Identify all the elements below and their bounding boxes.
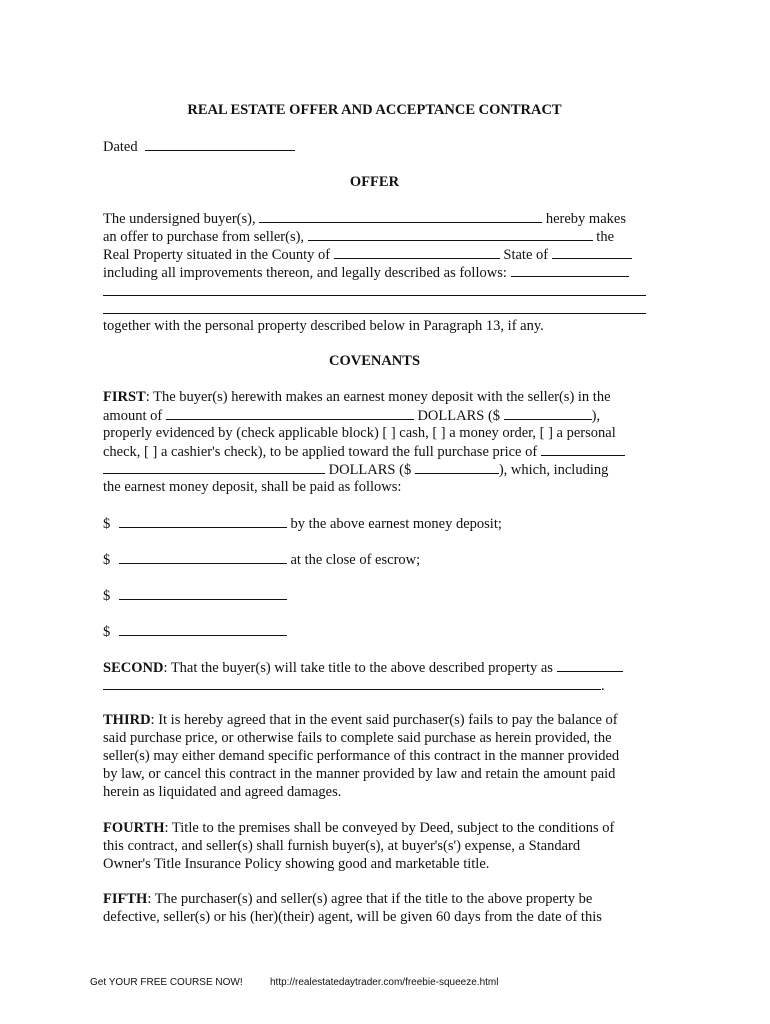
- payment-amount-field-2[interactable]: [119, 550, 287, 564]
- offer-line-1: The undersigned buyer(s), hereby makes: [103, 211, 626, 227]
- document-title: REAL ESTATE OFFER AND ACCEPTANCE CONTRACT: [187, 102, 562, 118]
- offer-line-4: including all improvements thereon, and legally described as follows:: [103, 263, 646, 282]
- purchase-price-words-field[interactable]: [541, 442, 625, 456]
- first-line-6: the earnest money deposit, shall be paid as follows:: [103, 479, 402, 495]
- legal-description-line-3[interactable]: [103, 313, 646, 314]
- legal-description-line-2[interactable]: [103, 295, 646, 296]
- title-vesting-field[interactable]: [557, 658, 623, 672]
- second-line-1: SECOND: That the buyer(s) will take title to the above described property as: [103, 658, 646, 677]
- third-line-5: herein as liquidated and agreed damages.: [103, 784, 342, 800]
- offer-heading: OFFER: [349, 174, 400, 190]
- fifth-line-2: defective, seller(s) or his (her)(their) agent, will be given 60 days from the date of this: [103, 909, 602, 925]
- footer-url-link[interactable]: http://realestatedaytrader.com/freebie-squeeze.html: [270, 977, 499, 988]
- state-field[interactable]: [552, 245, 632, 259]
- payment-amount-field-3[interactable]: [119, 586, 287, 600]
- payment-line-1: $ by the above earnest money deposit;: [103, 516, 502, 532]
- fourth-line-2: this contract, and seller(s) shall furnish buyer(s), at buyer's(s') expense, a Standard: [103, 838, 581, 854]
- first-line-2: amount of DOLLARS ($ ),: [103, 408, 601, 424]
- first-label: FIRST: [103, 389, 146, 405]
- deposit-amount-words-field[interactable]: [166, 406, 414, 420]
- purchase-price-field[interactable]: [415, 460, 499, 474]
- covenants-heading: COVENANTS: [328, 353, 421, 369]
- payment-line-4: $: [103, 622, 287, 641]
- payment-line-3: $: [103, 586, 287, 605]
- offer-line-5: together with the personal property described below in Paragraph 13, if any.: [103, 318, 544, 334]
- fourth-label: FOURTH: [103, 820, 165, 836]
- county-field[interactable]: [334, 245, 500, 259]
- buyer-name-field[interactable]: [259, 209, 542, 223]
- second-label: SECOND: [103, 660, 164, 676]
- third-label: THIRD: [103, 712, 151, 728]
- third-line-2: said purchase price, or otherwise fails to complete said purchase as herein provided, the: [103, 730, 612, 746]
- dated-label: Dated: [103, 139, 138, 155]
- dated-line: [103, 137, 295, 156]
- purchase-price-words-field-2[interactable]: [103, 460, 325, 474]
- legal-description-field[interactable]: [511, 263, 629, 277]
- third-line-4: by law, or cancel this contract in the manner provided by law and retain the amount paid: [103, 766, 616, 782]
- fourth-line-3: Owner's Title Insurance Policy showing good and marketable title.: [103, 856, 490, 872]
- payment-amount-field-1[interactable]: [119, 514, 287, 528]
- third-line-3: seller(s) may either demand specific performance of this contract in the manner provided: [103, 748, 620, 764]
- second-line-2: .: [103, 676, 605, 695]
- fifth-line-1: FIFTH: The purchaser(s) and seller(s) agree that if the title to the above property be: [103, 891, 593, 907]
- third-line-1: THIRD: It is hereby agreed that in the event said purchaser(s) fails to pay the balance of: [103, 712, 618, 728]
- dated-field[interactable]: [145, 137, 295, 151]
- fourth-line-1: FOURTH: Title to the premises shall be conveyed by Deed, subject to the conditions of: [103, 820, 615, 836]
- offer-line-2: an offer to purchase from seller(s), the: [103, 229, 615, 245]
- payment-amount-field-4[interactable]: [119, 622, 287, 636]
- fifth-label: FIFTH: [103, 891, 148, 907]
- first-line-4: check, [ ] a cashier's check), to be applied toward the full purchase price of: [103, 442, 646, 461]
- offer-line-3: Real Property situated in the County of State of: [103, 245, 646, 264]
- first-line-3: properly evidenced by (check applicable block) [ ] cash, [ ] a money order, [ ] a personal: [103, 425, 616, 441]
- first-line-5: DOLLARS ($ ), which, including: [103, 460, 646, 479]
- first-line-1: FIRST: The buyer(s) herewith makes an earnest money deposit with the seller(s) in the: [103, 389, 611, 405]
- seller-name-field[interactable]: [308, 227, 593, 241]
- deposit-amount-field[interactable]: [504, 406, 592, 420]
- title-vesting-field-2[interactable]: [103, 676, 601, 690]
- payment-line-2: $ at the close of escrow;: [103, 552, 421, 568]
- footer-promo[interactable]: Get YOUR FREE COURSE NOW!: [90, 977, 243, 988]
